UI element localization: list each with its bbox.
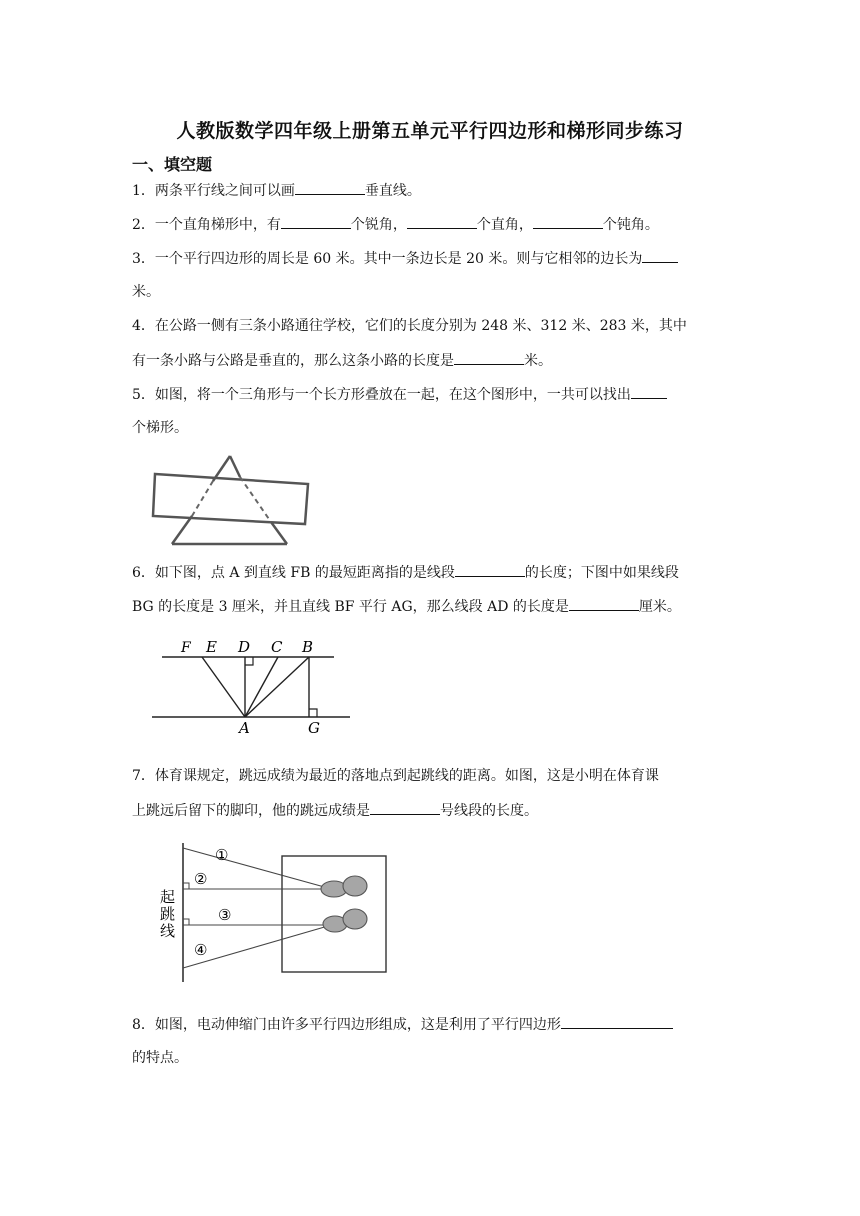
q6-text-b: 的长度；下图中如果线段 (524, 565, 679, 581)
q5-triangle-right-top (230, 456, 240, 477)
label-b: B (302, 638, 314, 656)
q1-blank[interactable] (295, 180, 365, 195)
q5-text-b: 个梯形。 (132, 420, 188, 436)
q5-figure-triangle-rectangle (150, 452, 315, 548)
label-c: C (271, 638, 283, 656)
label-tiao: 跳 (160, 905, 176, 923)
q6-figure-parallel-lines (150, 633, 355, 738)
q5-text-a: 5．如图，将一个三角形与一个长方形叠放在一起，在这个图形中，一共可以找出 (132, 387, 631, 403)
segment-ab (245, 657, 309, 717)
label-circle-3: ③ (218, 906, 232, 924)
footprint-top (321, 876, 367, 897)
q8-blank[interactable] (561, 1014, 673, 1029)
q6-text-a: 6．如下图，点 A 到直线 FB 的最短距离指的是线段 (132, 565, 455, 581)
segment-ae (202, 657, 245, 717)
q7-blank[interactable] (370, 800, 440, 815)
q6-text-c: BG 的长度是 3 厘米，并且直线 BF 平行 AG，那么线段 AD 的长度是 (132, 599, 569, 615)
sand-pit (282, 856, 386, 972)
q3-text-a: 3．一个平行四边形的周长是 60 米。其中一条边长是 20 米。则与它相邻的边长为 (132, 251, 643, 267)
footprint-bottom (323, 909, 367, 932)
q3-blank[interactable] (642, 248, 678, 263)
q4-text-a: 4．在公路一侧有三条小路通往学校，它们的长度分别为 248 米、312 米、283 米，其中 (132, 318, 687, 334)
q2-text-d: 个钝角。 (602, 217, 659, 233)
q3-text-b: 米。 (132, 284, 160, 300)
label-qi: 起 (160, 888, 176, 906)
label-xian: 线 (160, 922, 176, 940)
q1-text-a: 1．两条平行线之间可以画 (132, 183, 295, 199)
question-2 (132, 214, 732, 235)
question-6-cont (132, 596, 732, 617)
right-angle-mark-d (245, 657, 253, 665)
q2-text-b: 个锐角， (350, 217, 407, 233)
question-3 (132, 248, 732, 269)
label-circle-1: ① (215, 846, 229, 864)
q6-blank-1[interactable] (455, 562, 525, 577)
question-4-cont (132, 350, 732, 371)
q7-text-b: 上跳远后留下的脚印，他的跳远成绩是 (132, 803, 370, 819)
q5-rectangle (153, 474, 308, 524)
question-4 (132, 316, 732, 336)
q5-triangle-right-bottom (271, 522, 287, 544)
label-circle-4: ④ (194, 941, 208, 959)
right-angle-mark-3 (183, 919, 189, 925)
label-e: E (206, 638, 217, 656)
q1-text-b: 垂直线。 (364, 183, 421, 199)
q7-figure-long-jump (158, 840, 390, 985)
question-5 (132, 384, 732, 405)
question-1 (132, 180, 732, 201)
q7-text-a: 7．体育课规定，跳远成绩为最近的落地点到起跳线的距离。如图，这是小明在体育课 (132, 768, 659, 784)
q5-triangle-left-bottom (172, 516, 192, 544)
label-a: A (239, 719, 250, 737)
segment-ac (245, 657, 278, 717)
q2-text-c: 个直角， (476, 217, 533, 233)
q2-text-a: 2．一个直角梯形中，有 (132, 217, 281, 233)
question-8-cont (132, 1048, 732, 1068)
q2-blank-2[interactable] (407, 214, 477, 229)
label-g: G (308, 719, 320, 737)
page-title: 人教版数学四年级上册第五单元平行四边形和梯形同步练习 (176, 120, 684, 142)
q5-triangle-right-hidden (240, 477, 271, 522)
question-6 (132, 562, 732, 583)
q4-text-b: 有一条小路与公路是垂直的，那么这条小路的长度是 (132, 353, 454, 369)
question-8 (132, 1014, 732, 1035)
q6-text-d: 厘米。 (638, 599, 681, 615)
right-angle-mark-2 (183, 883, 189, 889)
question-7-cont (132, 800, 732, 821)
question-3-cont (132, 282, 732, 302)
q8-text-a: 8．如图，电动伸缩门由许多平行四边形组成，这是利用了平行四边形 (132, 1017, 561, 1033)
label-circle-2: ② (194, 870, 208, 888)
q4-text-c: 米。 (524, 353, 552, 369)
right-angle-mark-g (309, 709, 317, 717)
question-5-cont (132, 418, 732, 438)
section-heading: 一、填空题 (132, 155, 213, 174)
q4-blank[interactable] (454, 350, 524, 365)
q2-blank-3[interactable] (533, 214, 603, 229)
q5-triangle-left-hidden (192, 481, 213, 516)
question-7 (132, 766, 732, 786)
q6-blank-2[interactable] (569, 596, 639, 611)
q2-blank-1[interactable] (281, 214, 351, 229)
label-d: D (238, 638, 251, 656)
q7-text-c: 号线段的长度。 (440, 803, 538, 819)
label-f: F (181, 640, 191, 656)
q8-text-b: 的特点。 (132, 1050, 188, 1066)
q5-blank[interactable] (631, 384, 667, 399)
